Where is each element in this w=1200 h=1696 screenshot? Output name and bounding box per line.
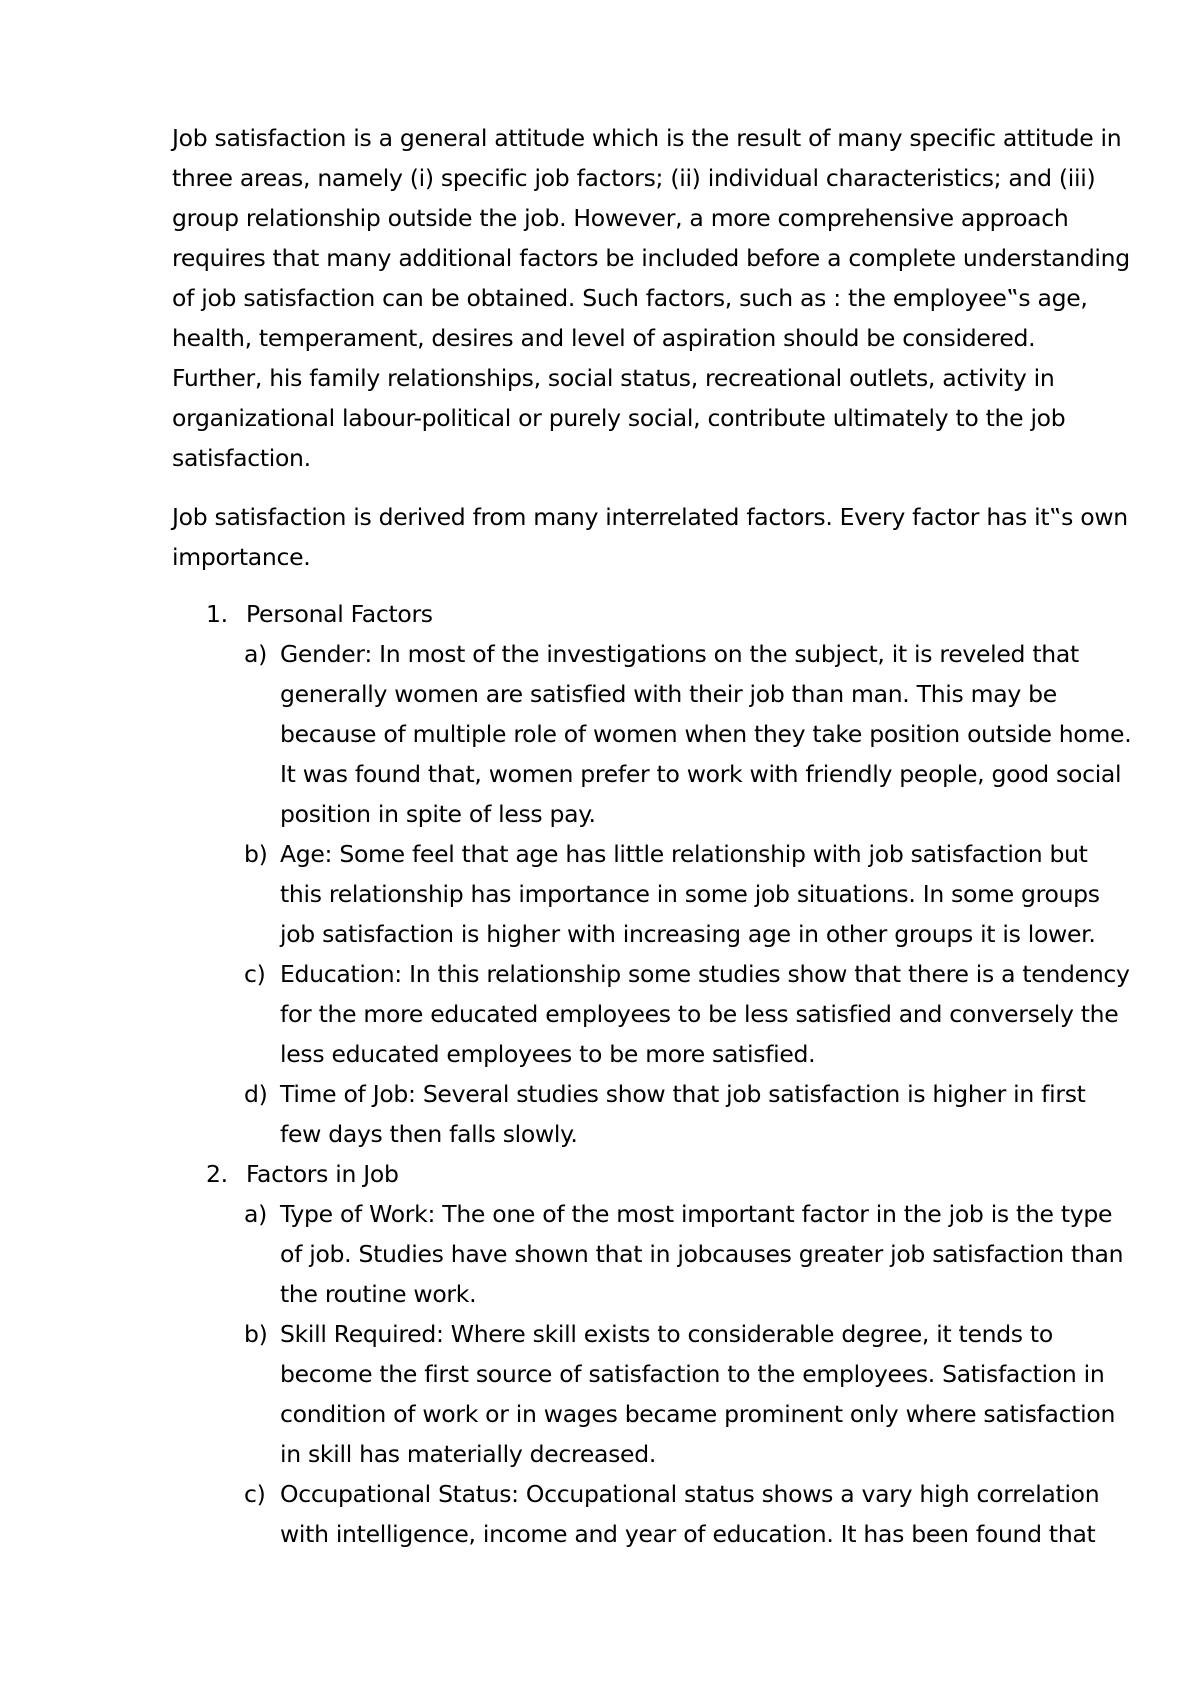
factors-paragraph: Job satisfaction is derived from many interrelated factors. Every factor has it‟s own importance.: [172, 503, 1128, 571]
sublist-item-text: Education: In this relationship some studies show that there is a tendency for the more educated employees to be less satisfied and conversely the less educated employees to be more satisfied.: [280, 960, 1130, 1068]
sublist-item-occupational-status: [172, 1474, 1132, 1554]
list-marker: 1.: [206, 600, 228, 628]
sublist-item-text: Gender: In most of the investigations on the subject, it is reveled that generally women are satisfied with their job than man. This may be because of multiple role of women when they take position outside home. It was found that, women prefer to work with friendly people, good social position in spite of less pay.: [280, 640, 1132, 828]
sublist-marker: c): [244, 1480, 266, 1508]
factor-list: [172, 594, 1132, 1554]
sublist-item-education: [172, 954, 1132, 1074]
list-marker: 2.: [206, 1160, 228, 1188]
sublist-item-text: Type of Work: The one of the most important factor in the job is the type of job. Studies have shown that in jobcauses greater job satisfaction than the routine work.: [280, 1200, 1124, 1308]
sublist-item-time-of-job: [172, 1074, 1132, 1154]
sublist-item-text: Skill Required: Where skill exists to considerable degree, it tends to become the first source of satisfaction to the employees. Satisfaction in condition of work or in wages became prominent only where satisfaction in skill has materially decreased.: [280, 1320, 1116, 1468]
personal-factors-sublist: [246, 634, 1132, 1154]
list-item-title: Personal Factors: [246, 600, 433, 628]
sublist-item-skill-required: [172, 1314, 1132, 1474]
sublist-marker: a): [244, 640, 267, 668]
job-factors-sublist: [246, 1194, 1132, 1554]
sublist-marker: c): [244, 960, 266, 988]
list-item-factors-in-job: [172, 1154, 1132, 1554]
sublist-marker: b): [244, 1320, 268, 1348]
sublist-marker: b): [244, 840, 268, 868]
sublist-marker: a): [244, 1200, 267, 1228]
sublist-item-text: Age: Some feel that age has little relationship with job satisfaction but this relationship has importance in some job situations. In some groups job satisfaction is higher with increasing age in other groups it is lower.: [280, 840, 1100, 948]
sublist-marker: d): [244, 1080, 268, 1108]
sublist-item-type-of-work: [172, 1194, 1132, 1314]
sublist-item-gender: [172, 634, 1132, 834]
sublist-item-text: Time of Job: Several studies show that job satisfaction is higher in first few days then falls slowly.: [280, 1080, 1086, 1148]
intro-paragraph: Job satisfaction is a general attitude which is the result of many specific attitude in three areas, namely (i) specific job factors; (ii) individual characteristics; and (iii) group relationship outside the job. However, a more comprehensive approach requires that many additional factors be included before a complete understanding of job satisfaction can be obtained. Such factors, such as : the employee‟s age, health, temperament, desires and level of aspiration should be considered. Further, his family relationships, social status, recreational outlets, activity in organizational labour-political or purely social, contribute ultimately to the job satisfaction.: [172, 124, 1130, 472]
sublist-item-age: [172, 834, 1132, 954]
list-item-personal-factors: [172, 594, 1132, 1154]
sublist-item-text: Occupational Status: Occupational status shows a vary high correlation with intelligence, income and year of education. It has been found that: [280, 1480, 1100, 1548]
list-item-title: Factors in Job: [246, 1160, 399, 1188]
document-body: [172, 118, 1132, 1554]
